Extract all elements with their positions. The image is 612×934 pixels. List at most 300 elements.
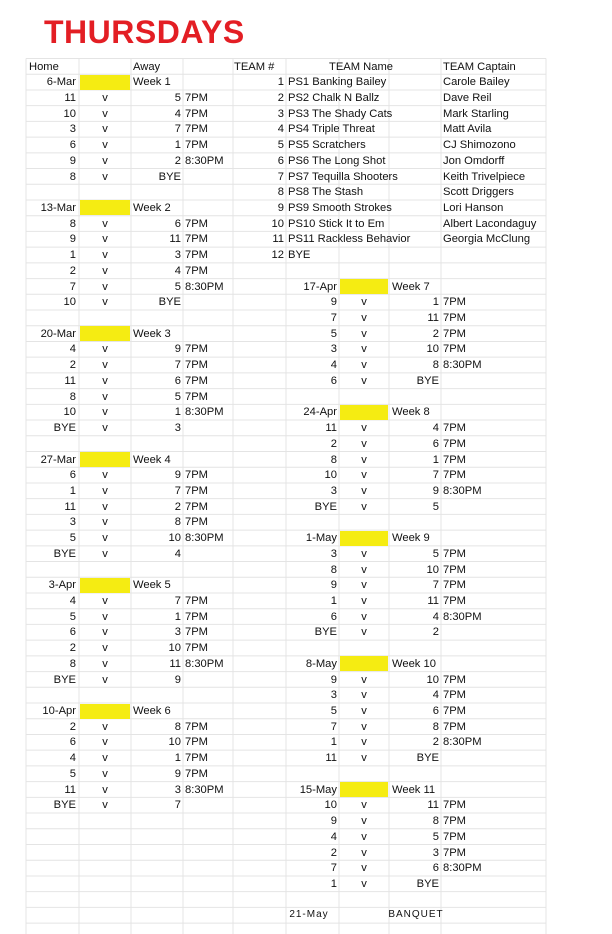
- home-team: 4: [330, 359, 337, 372]
- versus: v: [102, 752, 108, 765]
- away-team: 2: [432, 327, 439, 340]
- team-captain: Lori Hanson: [443, 201, 504, 214]
- home-team: 4: [330, 830, 337, 843]
- game-time: 7PM: [443, 547, 467, 560]
- away-team: 8: [432, 815, 439, 828]
- away-team: 4: [432, 422, 439, 435]
- home-team: 2: [69, 642, 76, 655]
- game-time: [443, 750, 543, 766]
- away-team: 10: [168, 532, 181, 545]
- away-team: BYE: [416, 752, 439, 765]
- game-time: 7PM: [443, 343, 467, 356]
- away-team: 10: [168, 642, 181, 655]
- versus: v: [102, 233, 108, 246]
- team-name: BYE: [288, 249, 311, 262]
- home-team: 11: [325, 752, 337, 765]
- game-time: 7PM: [185, 359, 209, 372]
- home-team: 1: [330, 877, 337, 890]
- versus: v: [102, 767, 108, 780]
- game-time: 7PM: [443, 453, 467, 466]
- game-time: 7PM: [185, 500, 209, 513]
- home-team: 9: [69, 154, 76, 167]
- week-highlight: [340, 531, 388, 546]
- home-team: 5: [69, 767, 76, 780]
- versus: v: [102, 359, 108, 372]
- home-team: 2: [69, 720, 76, 733]
- versus: v: [361, 327, 367, 340]
- home-team: 7: [330, 312, 337, 325]
- versus: v: [361, 563, 367, 576]
- away-team: 8: [174, 516, 181, 529]
- away-team: 6: [174, 374, 181, 387]
- week-highlight: [340, 782, 388, 797]
- away-team: 9: [174, 343, 181, 356]
- week-label: Week 7: [392, 280, 430, 293]
- home-team: 8: [69, 170, 76, 183]
- versus: v: [102, 657, 108, 670]
- header-home: Home: [29, 60, 59, 73]
- versus: v: [361, 720, 367, 733]
- away-team: 1: [174, 139, 181, 152]
- versus: v: [361, 437, 367, 450]
- versus: v: [361, 594, 367, 607]
- home-team: 6: [69, 736, 76, 749]
- away-team: 1: [174, 406, 181, 419]
- team-captain: Albert Lacondaguy: [443, 217, 537, 230]
- versus: v: [361, 312, 367, 325]
- away-team: BYE: [416, 374, 439, 387]
- home-team: 10: [63, 406, 76, 419]
- home-team: 9: [330, 673, 337, 686]
- versus: v: [361, 626, 367, 639]
- away-team: 11: [427, 594, 439, 607]
- away-team: 9: [174, 673, 181, 686]
- page-title: THURSDAYS: [44, 14, 245, 50]
- versus: v: [361, 579, 367, 592]
- game-time: 7PM: [443, 689, 467, 702]
- week-label: Week 3: [133, 327, 171, 340]
- versus: v: [361, 752, 367, 765]
- versus: v: [361, 547, 367, 560]
- home-team: 8: [69, 217, 76, 230]
- versus: v: [102, 736, 108, 749]
- home-team: 10: [324, 469, 337, 482]
- game-time: [185, 169, 233, 185]
- team-captain: Keith Trivelpiece: [443, 170, 526, 183]
- home-team: 9: [330, 815, 337, 828]
- banquet-label: BANQUET: [388, 909, 444, 921]
- versus: v: [102, 516, 108, 529]
- home-team: 10: [63, 296, 76, 309]
- game-time: 7PM: [443, 437, 467, 450]
- versus: v: [102, 642, 108, 655]
- home-team: 10: [324, 799, 337, 812]
- week-date: 8-May: [305, 657, 337, 670]
- home-team: 8: [69, 657, 76, 670]
- game-time: 7PM: [185, 217, 209, 230]
- versus: v: [102, 610, 108, 623]
- game-time: 7PM: [185, 139, 209, 152]
- game-time: 7PM: [185, 516, 209, 529]
- home-team: 1: [330, 594, 337, 607]
- game-time: 7PM: [185, 233, 209, 246]
- home-team: 6: [69, 626, 76, 639]
- game-time: [185, 672, 233, 688]
- game-time: [443, 373, 543, 389]
- game-time: 7PM: [443, 705, 467, 718]
- versus: v: [102, 91, 108, 104]
- away-team: 3: [432, 846, 439, 859]
- banquet-date: 21-May: [289, 909, 329, 921]
- versus: v: [102, 799, 108, 812]
- versus: v: [102, 107, 108, 120]
- versus: v: [361, 799, 367, 812]
- away-team: 4: [174, 107, 181, 120]
- team-name: PS11 Rackless Behavior: [288, 233, 411, 246]
- game-time: 8:30PM: [185, 657, 224, 670]
- week-date: 15-May: [299, 783, 337, 796]
- game-time: 7PM: [443, 422, 467, 435]
- home-team: 3: [330, 484, 337, 497]
- away-team: 4: [432, 610, 439, 623]
- team-captain: CJ Shimozono: [443, 139, 516, 152]
- game-time: 7PM: [443, 846, 467, 859]
- away-team: 10: [168, 736, 181, 749]
- home-team: 5: [69, 610, 76, 623]
- game-time: [443, 624, 543, 640]
- game-time: [443, 499, 543, 515]
- team-number: 6: [277, 154, 284, 167]
- away-team: 2: [174, 500, 181, 513]
- versus: v: [361, 862, 367, 875]
- versus: v: [361, 374, 367, 387]
- home-team: BYE: [314, 626, 337, 639]
- game-time: 7PM: [185, 484, 209, 497]
- away-team: 7: [174, 594, 181, 607]
- game-time: 8:30PM: [185, 154, 224, 167]
- away-team: 6: [432, 437, 439, 450]
- game-time: 8:30PM: [185, 280, 224, 293]
- away-team: 2: [432, 736, 439, 749]
- versus: v: [102, 406, 108, 419]
- week-label: Week 10: [392, 657, 436, 670]
- away-team: 3: [174, 422, 181, 435]
- away-team: 3: [174, 626, 181, 639]
- away-team: 1: [432, 296, 439, 309]
- week-highlight: [340, 405, 388, 420]
- versus: v: [361, 830, 367, 843]
- away-team: 11: [169, 657, 181, 670]
- team-captain: Scott Driggers: [443, 186, 514, 199]
- away-team: 4: [174, 547, 181, 560]
- versus: v: [102, 139, 108, 152]
- week-date: 17-Apr: [303, 280, 337, 293]
- week-highlight: [80, 578, 130, 593]
- game-time: 7PM: [443, 720, 467, 733]
- team-number: 3: [277, 107, 284, 120]
- week-date: 1-May: [305, 532, 337, 545]
- versus: v: [361, 500, 367, 513]
- week-highlight: [340, 279, 388, 294]
- week-label: Week 8: [392, 406, 430, 419]
- week-highlight: [80, 75, 130, 90]
- versus: v: [102, 469, 108, 482]
- week-highlight: [80, 704, 130, 719]
- team-number: 1: [277, 76, 284, 89]
- versus: v: [361, 610, 367, 623]
- versus: v: [102, 154, 108, 167]
- away-team: 8: [174, 720, 181, 733]
- away-team: 7: [432, 469, 439, 482]
- team-captain: [443, 247, 545, 263]
- week-label: Week 9: [392, 532, 430, 545]
- home-team: 3: [69, 123, 76, 136]
- versus: v: [102, 484, 108, 497]
- home-team: 6: [69, 469, 76, 482]
- team-name: PS7 Tequilla Shooters: [288, 170, 398, 183]
- away-team: 6: [432, 862, 439, 875]
- home-team: 11: [64, 500, 76, 513]
- away-team: BYE: [416, 877, 439, 890]
- week-label: Week 2: [133, 201, 171, 214]
- versus: v: [361, 469, 367, 482]
- game-time: 7PM: [185, 390, 209, 403]
- away-team: 5: [174, 280, 181, 293]
- home-team: 5: [69, 532, 76, 545]
- game-time: [185, 546, 233, 562]
- team-number: 11: [272, 233, 284, 246]
- week-label: Week 1: [133, 76, 171, 89]
- versus: v: [102, 626, 108, 639]
- home-team: 2: [69, 264, 76, 277]
- versus: v: [361, 296, 367, 309]
- game-time: 7PM: [185, 469, 209, 482]
- away-team: BYE: [158, 170, 181, 183]
- versus: v: [102, 500, 108, 513]
- game-time: [185, 797, 233, 813]
- week-date: 20-Mar: [40, 327, 76, 340]
- team-captain: Dave Reil: [443, 91, 492, 104]
- versus: v: [361, 422, 367, 435]
- home-team: 3: [69, 516, 76, 529]
- versus: v: [102, 170, 108, 183]
- versus: v: [102, 249, 108, 262]
- team-captain: Jon Omdorff: [443, 154, 505, 167]
- week-date: 27-Mar: [40, 453, 76, 466]
- game-time: 7PM: [185, 91, 209, 104]
- game-time: 7PM: [185, 343, 209, 356]
- game-time: 8:30PM: [443, 736, 482, 749]
- away-team: 9: [174, 469, 181, 482]
- game-time: 7PM: [443, 327, 467, 340]
- away-team: 7: [174, 799, 181, 812]
- header-team-name: TEAM Name: [328, 60, 394, 73]
- week-highlight: [80, 452, 130, 467]
- away-team: 10: [426, 673, 439, 686]
- game-time: [185, 294, 233, 310]
- versus: v: [102, 390, 108, 403]
- game-time: 8:30PM: [185, 783, 224, 796]
- home-team: 9: [330, 579, 337, 592]
- away-team: 8: [432, 359, 439, 372]
- game-time: 7PM: [185, 123, 209, 136]
- away-team: BYE: [158, 296, 181, 309]
- team-number: 7: [277, 170, 284, 183]
- home-team: 6: [69, 139, 76, 152]
- home-team: BYE: [53, 547, 76, 560]
- game-time: 7PM: [443, 673, 467, 686]
- week-date: 13-Mar: [40, 201, 76, 214]
- home-team: 10: [63, 107, 76, 120]
- game-time: 7PM: [185, 249, 209, 262]
- home-team: 1: [69, 484, 76, 497]
- header-away: Away: [133, 60, 161, 73]
- away-team: 11: [427, 799, 439, 812]
- away-team: 5: [174, 390, 181, 403]
- home-team: 8: [330, 563, 337, 576]
- team-number: 9: [277, 201, 284, 214]
- versus: v: [361, 705, 367, 718]
- away-team: 1: [174, 752, 181, 765]
- header-team-number: TEAM #: [234, 60, 275, 73]
- game-time: 7PM: [185, 264, 209, 277]
- header-team-captain: TEAM Captain: [443, 60, 516, 73]
- away-team: 4: [174, 264, 181, 277]
- home-team: 2: [330, 846, 337, 859]
- game-time: 7PM: [185, 642, 209, 655]
- home-team: 8: [330, 453, 337, 466]
- versus: v: [361, 343, 367, 356]
- versus: v: [102, 123, 108, 136]
- game-time: 7PM: [185, 610, 209, 623]
- away-team: 9: [174, 767, 181, 780]
- home-team: 7: [330, 862, 337, 875]
- away-team: 2: [174, 154, 181, 167]
- team-number: 12: [271, 249, 284, 262]
- team-captain: Georgia McClung: [443, 233, 531, 246]
- home-team: 11: [64, 783, 76, 796]
- home-team: 11: [64, 374, 76, 387]
- week-date: 6-Mar: [46, 76, 76, 89]
- away-team: 1: [174, 610, 181, 623]
- week-highlight: [80, 200, 130, 215]
- versus: v: [102, 280, 108, 293]
- week-highlight: [80, 326, 130, 341]
- versus: v: [102, 374, 108, 387]
- week-highlight: [340, 656, 388, 671]
- team-name: PS5 Scratchers: [288, 139, 366, 152]
- versus: v: [102, 532, 108, 545]
- team-name: PS4 Triple Threat: [288, 123, 375, 136]
- versus: v: [102, 296, 108, 309]
- home-team: 3: [330, 343, 337, 356]
- versus: v: [102, 217, 108, 230]
- away-team: 2: [432, 626, 439, 639]
- game-time: 7PM: [443, 563, 467, 576]
- home-team: 11: [64, 91, 76, 104]
- away-team: 5: [432, 830, 439, 843]
- team-number: 5: [277, 139, 284, 152]
- game-time: 8:30PM: [185, 406, 224, 419]
- game-time: [185, 420, 233, 436]
- game-time: 7PM: [443, 594, 467, 607]
- away-team: 6: [432, 705, 439, 718]
- game-time: 8:30PM: [443, 862, 482, 875]
- week-date: 10-Apr: [42, 705, 76, 718]
- away-team: 7: [174, 359, 181, 372]
- game-time: 7PM: [443, 469, 467, 482]
- week-label: Week 5: [133, 579, 171, 592]
- home-team: 2: [69, 359, 76, 372]
- home-team: 2: [330, 437, 337, 450]
- home-team: BYE: [53, 422, 76, 435]
- home-team: 4: [69, 752, 76, 765]
- away-team: 7: [432, 579, 439, 592]
- game-time: 7PM: [185, 720, 209, 733]
- away-team: 3: [174, 249, 181, 262]
- away-team: 11: [169, 233, 181, 246]
- versus: v: [361, 359, 367, 372]
- game-time: 8:30PM: [443, 484, 482, 497]
- home-team: BYE: [314, 500, 337, 513]
- week-date: 24-Apr: [303, 406, 337, 419]
- team-name: PS3 The Shady Cats: [288, 107, 393, 120]
- versus: v: [361, 673, 367, 686]
- away-team: 5: [432, 547, 439, 560]
- team-name: PS6 The Long Shot: [288, 154, 386, 167]
- team-name: PS1 Banking Bailey: [288, 76, 387, 89]
- away-team: 7: [174, 484, 181, 497]
- home-team: BYE: [53, 799, 76, 812]
- team-name: PS10 Stick It to Em: [288, 217, 385, 230]
- game-time: 8:30PM: [443, 359, 482, 372]
- game-time: 7PM: [185, 626, 209, 639]
- versus: v: [102, 673, 108, 686]
- game-time: 7PM: [443, 830, 467, 843]
- away-team: 4: [432, 689, 439, 702]
- versus: v: [361, 877, 367, 890]
- game-time: 7PM: [443, 815, 467, 828]
- versus: v: [361, 815, 367, 828]
- home-team: 4: [69, 594, 76, 607]
- game-time: 7PM: [443, 579, 467, 592]
- team-name: PS2 Chalk N Ballz: [288, 91, 380, 104]
- away-team: 11: [427, 312, 439, 325]
- versus: v: [102, 547, 108, 560]
- versus: v: [361, 689, 367, 702]
- game-time: 7PM: [443, 799, 467, 812]
- home-team: 1: [69, 249, 76, 262]
- home-team: 6: [330, 374, 337, 387]
- week-label: Week 6: [133, 705, 171, 718]
- team-name: PS8 The Stash: [288, 186, 364, 199]
- game-time: 7PM: [185, 374, 209, 387]
- versus: v: [102, 264, 108, 277]
- home-team: 7: [69, 280, 76, 293]
- home-team: BYE: [53, 673, 76, 686]
- game-time: 7PM: [185, 736, 209, 749]
- versus: v: [361, 453, 367, 466]
- home-team: 11: [325, 422, 337, 435]
- home-team: 8: [69, 390, 76, 403]
- away-team: 3: [174, 783, 181, 796]
- game-time: 7PM: [443, 296, 467, 309]
- home-team: 9: [69, 233, 76, 246]
- versus: v: [102, 594, 108, 607]
- game-time: 8:30PM: [185, 532, 224, 545]
- home-team: 5: [330, 705, 337, 718]
- game-time: 8:30PM: [443, 610, 482, 623]
